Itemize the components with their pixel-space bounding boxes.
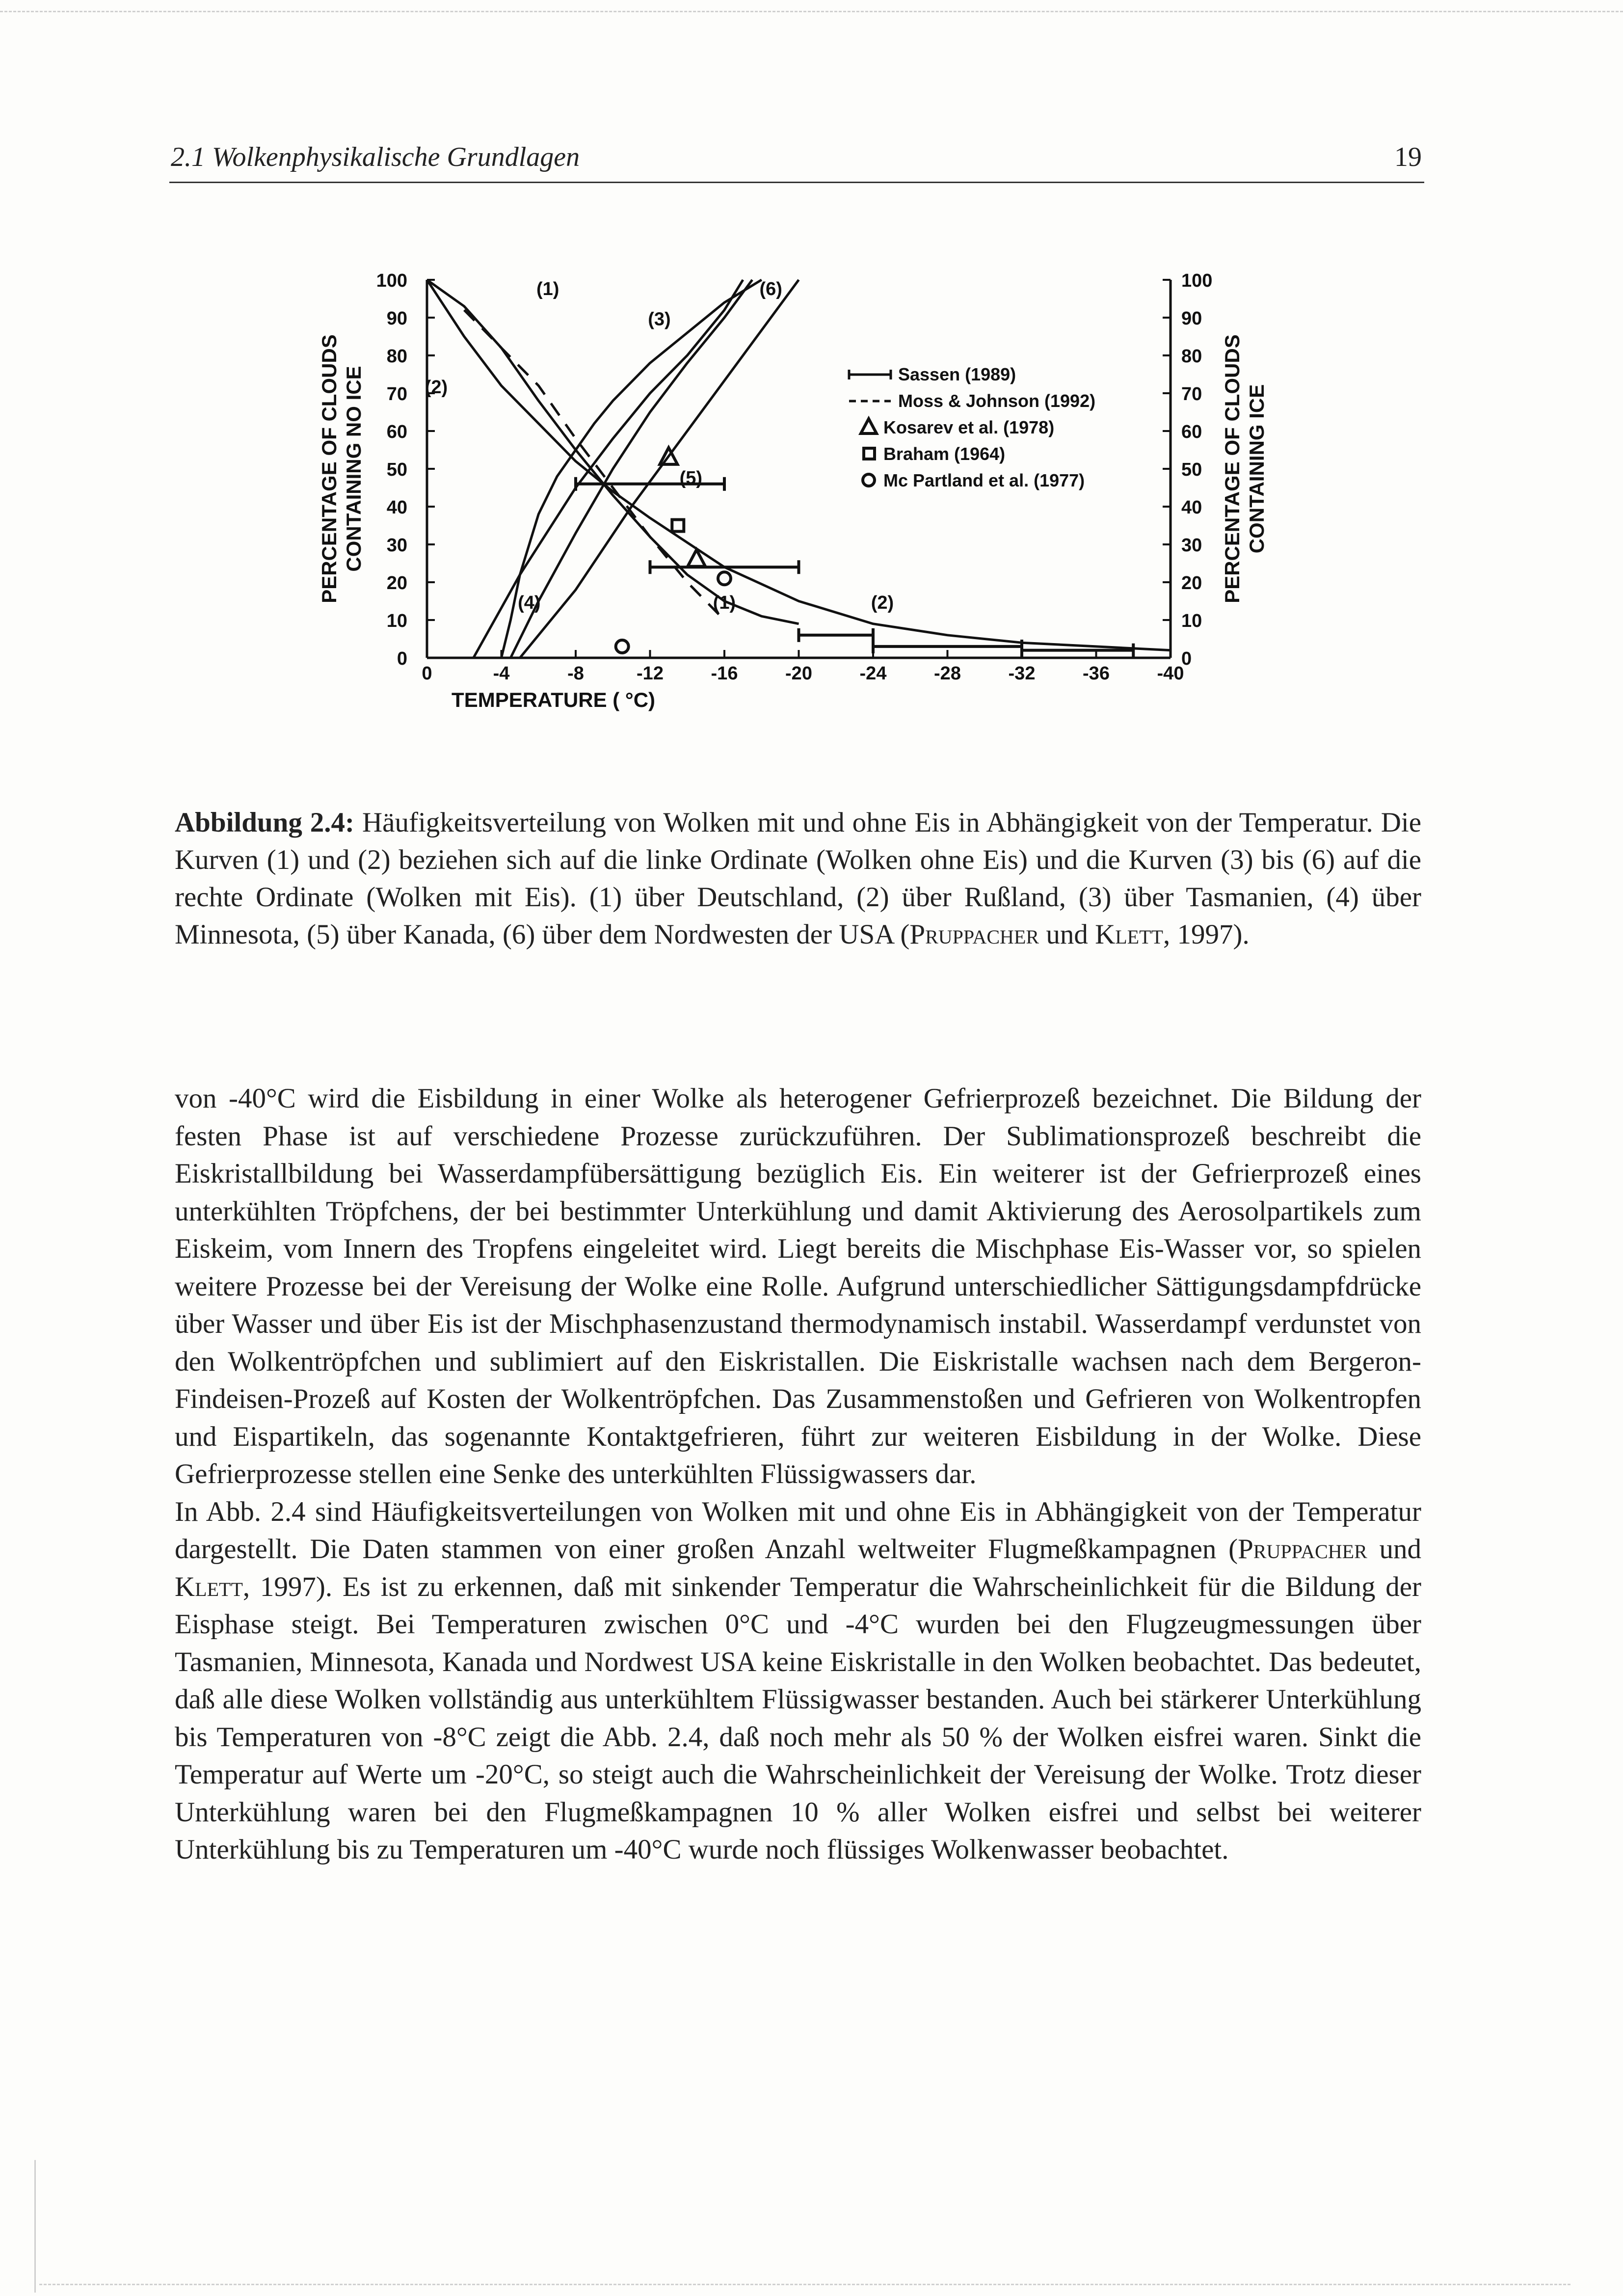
braham-square-marker	[672, 520, 684, 532]
curve-label: (4)	[518, 592, 541, 613]
paragraph-1: von -40°C wird die Eisbildung in einer Wolke als heterogener Gefrierprozeß bezeichnet. Die Bildung der festen Phase ist auf verschiedene Prozesse zurückzuführen. Der Sublimationsprozeß beschreibt die Eiskristallbildung bei Wasserdampfübersättigung bezüglich Eis. Ein weiterer ist der Gefrierprozeß eines unterkühlten Tröpfchens, der bei bestimmter Unterkühlung und damit Aktivierung des Aerosolpartikels zum Eiskeim, vom Innern des Tropfens eingeleitet wird. Liegt bereits die Mischphase Eis-Wasser vor, so spielen weitere Prozesse bei der Vereisung der Wolke eine Rolle. Aufgrund unterschiedlicher Sättigungsdampfdrücke über Wasser und über Eis ist der Mischphasenzustand thermodynamisch instabil. Wasserdampf verdunstet von den Wolkentröpfchen und sublimiert auf den Eiskristallen. Die Eiskristalle wachsen nach dem Bergeron-Findeisen-Prozeß auf Kosten der Wolkentröpfchen. Das Zusammenstoßen und Gefrieren von Wolkentropfen und Eispartikeln, das sogenannte Kontaktgefrieren, führt zur weiteren Eisbildung in der Wolke. Diese Gefrierprozesse stellen eine Senke des unterkühlten Flüssigwassers dar.	[175, 1083, 1421, 1489]
x-tick-label: 0	[422, 663, 432, 684]
x-tick-label: -40	[1157, 663, 1184, 684]
mcpartland-circle-marker	[616, 640, 629, 653]
legend-label: Kosarev et al. (1978)	[883, 417, 1055, 437]
right-y-tick-label: 10	[1181, 611, 1202, 631]
paragraph-2-part-2: , 1997). Es ist zu erkennen, daß mit sinkender Temperatur die Wahrscheinlichkeit für die Bildung der Eisphase steigt. Bei Temperaturen zwischen 0°C und -4°C wurden bei den Flugzeugmessungen über Tasmanien, Minnesota, Kanada und Nordwest USA keine Eiskristalle in den Wolken beobachtet. Das bedeutet, daß alle diese Wolken vollständig aus unterkühltem Flüssigwasser bestanden. Auch bei stärkerer Unterkühlung bis Temperaturen von -8°C zeigt die Abb. 2.4, daß noch mehr als 50 % der Wolken eisfrei waren. Sinkt die Temperatur auf Werte um -20°C, so steigt auch die Wahrscheinlichkeit der Vereisung der Wolke. Trotz dieser Unterkühlung waren bei den Flugmeßkampagnen 10 % aller Wolken eisfrei und selbst bei weiterer Unterkühlung bis zu Temperaturen um -40°C wurde noch flüssiges Wolkenwasser beobachtet.	[175, 1571, 1421, 1865]
paragraph-2	[175, 1493, 1421, 1869]
curve-label: (2)	[425, 377, 448, 398]
left-y-tick-label: 50	[386, 459, 407, 480]
legend-label: Moss & Johnson (1992)	[898, 391, 1096, 411]
legend-label: Sassen (1989)	[898, 364, 1016, 384]
chart-svg	[314, 260, 1305, 731]
left-y-tick-label: 100	[376, 270, 407, 291]
mcpartland-circle-marker	[718, 572, 731, 585]
x-tick-label: -24	[859, 663, 887, 684]
right-y-tick-label: 80	[1181, 346, 1202, 367]
caption-label: Abbildung 2.4:	[175, 807, 355, 838]
x-tick-label: -36	[1083, 663, 1110, 684]
left-y-tick-label: 30	[386, 535, 407, 556]
x-tick-label: -12	[637, 663, 664, 684]
left-y-tick-label: 10	[386, 611, 407, 631]
x-tick-label: -16	[711, 663, 738, 684]
left-y-axis-title-line-1: PERCENTAGE OF CLOUDS	[318, 334, 341, 603]
left-y-tick-label: 70	[386, 384, 407, 405]
x-tick-label: -8	[567, 663, 584, 684]
x-axis-title: TEMPERATURE ( °C)	[452, 688, 656, 711]
right-y-tick-label: 70	[1181, 384, 1202, 405]
curve-label: (1)	[713, 592, 736, 613]
scan-edge-bottom	[39, 2284, 1570, 2285]
right-y-tick-label: 60	[1181, 422, 1202, 442]
left-y-tick-label: 80	[386, 346, 407, 367]
caption-author-2: Klett	[1095, 919, 1163, 950]
scan-edge-top	[0, 11, 1623, 12]
right-y-tick-label: 40	[1181, 497, 1202, 518]
legend-square-symbol	[864, 448, 875, 459]
figure-chart	[314, 260, 1305, 731]
left-y-tick-label: 90	[386, 308, 407, 329]
header-rule	[169, 182, 1424, 183]
right-y-tick-label: 30	[1181, 535, 1202, 556]
x-tick-label: -28	[934, 663, 961, 684]
right-y-axis-title-line-2: CONTAINING ICE	[1245, 384, 1268, 554]
running-header-title: 2.1 Wolkenphysikalische Grundlagen	[171, 142, 580, 172]
right-y-tick-label: 90	[1181, 308, 1202, 329]
caption-author-1: Pruppacher	[909, 919, 1039, 950]
caption-text-2: , 1997).	[1163, 919, 1250, 950]
left-y-axis-title-line-2: CONTAINING NO ICE	[342, 366, 365, 572]
right-y-tick-label: 20	[1181, 573, 1202, 594]
legend-label: Mc Partland et al. (1977)	[883, 470, 1085, 490]
right-y-axis-title-line-1: PERCENTAGE OF CLOUDS	[1221, 334, 1244, 603]
paragraph-2-conj: und	[1367, 1534, 1421, 1565]
paragraph-2-author-1: Pruppacher	[1238, 1534, 1367, 1565]
body-text	[175, 1080, 1421, 1869]
legend-triangle-symbol	[861, 419, 877, 433]
curve-label: (3)	[648, 309, 671, 330]
curve-label: (1)	[536, 278, 559, 299]
caption-text-1: Häufigkeitsverteilung von Wolken mit und ohne Eis in Abhängigkeit von der Temperatur. Die Kurven (1) und (2) beziehen sich auf die linke Ordinate (Wolken ohne Eis) und die Kurven (3) bis (6) auf die rechte Ordinate (Wolken mit Eis). (1) über Deutschland, (2) über Rußland, (3) über Tasmanien, (4) über Minnesota, (5) über Kanada, (6) über dem Nordwesten der USA (	[175, 807, 1422, 950]
left-y-tick-label: 20	[386, 573, 407, 594]
right-y-tick-label: 100	[1181, 270, 1213, 291]
curve-label: (6)	[759, 278, 782, 299]
left-y-tick-label: 0	[397, 648, 407, 669]
x-tick-label: -4	[493, 663, 510, 684]
legend-circle-symbol	[863, 474, 875, 486]
left-y-tick-label: 60	[386, 422, 407, 442]
caption-conj: und	[1039, 919, 1095, 950]
paragraph-2-author-2: Klett	[175, 1571, 243, 1602]
right-y-tick-label: 0	[1181, 648, 1192, 669]
curve-series-1	[427, 280, 799, 624]
left-y-tick-label: 40	[386, 497, 407, 518]
curve-label: (2)	[871, 592, 894, 613]
legend-label: Braham (1964)	[883, 444, 1006, 464]
paragraph-2-part-1: In Abb. 2.4 sind Häufigkeitsverteilungen von Wolken mit und ohne Eis in Abhängigkeit von der Temperatur dargestellt. Die Daten stammen von einer großen Anzahl weltweiter Flugmeßkampagnen (	[175, 1496, 1421, 1565]
curve-label: (5)	[679, 467, 703, 488]
page-number: 19	[1394, 142, 1422, 172]
figure-caption	[175, 804, 1421, 953]
x-tick-label: -20	[785, 663, 812, 684]
x-tick-label: -32	[1008, 663, 1036, 684]
right-y-tick-label: 50	[1181, 459, 1202, 480]
scan-edge-left	[34, 2160, 36, 2293]
